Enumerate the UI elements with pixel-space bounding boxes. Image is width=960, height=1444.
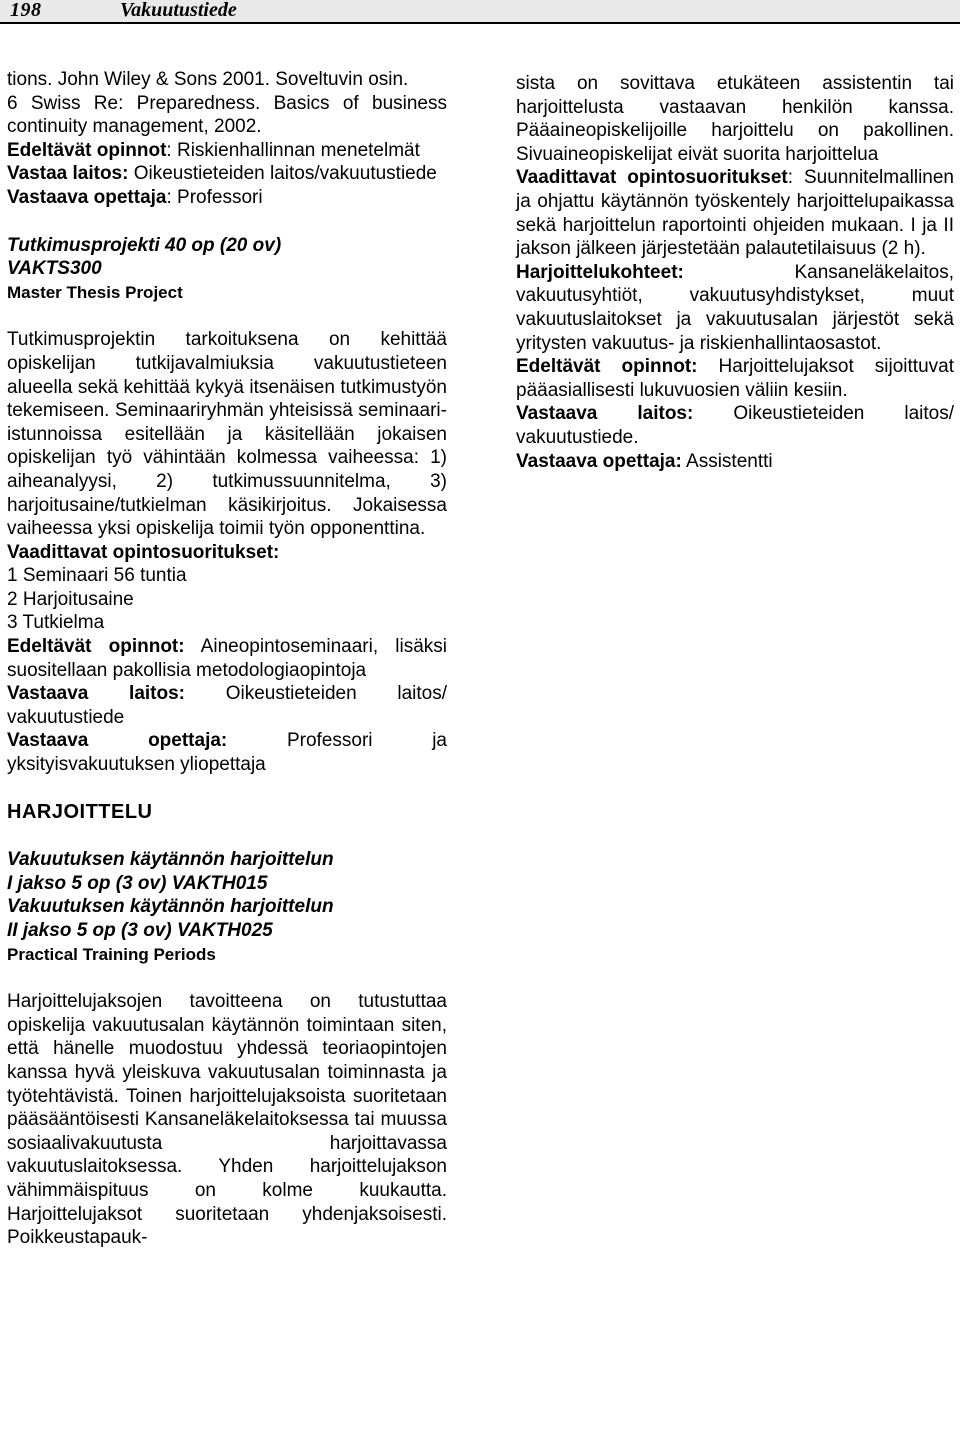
training-continuation: sista on sovittava etukäteen assistentin tai harjoittelusta vastaavan henkilön kanssa. Pääaineopiskelijoille harjoittelu on pakollinen. Sivuaineopiskelijat eivät suorita harjoittelua (516, 73, 954, 165)
training-description: Harjoittelujaksojen tavoitteena on tutustuttaa opiskelija vakuutusalan käytännön toimintaan siten, että hänelle muodostuu yhdessä teoriaopintojen kanssa hyvä yleiskuva vakuutusalan toiminnasta ja työtehtävistä. Toinen harjoittelujaksoista suoritetaan pääsääntöisesti Kansaneläkelaitoksessa tai muussa sosiaalivakuutusta harjoittavassa vakuutuslaitoksessa. Yhden harjoittelujakson vähimmäispituus on kolme kuukautta. Harjoittelujaksot suoritetaan yhdenjaksoisesti. Poikkeustapauk- (7, 991, 447, 1249)
training-title-1: Vakuutuksen käytännön harjoittelun (7, 849, 334, 871)
left-column (7, 68, 447, 1250)
field-value: Oikeustieteiden laitos/ vakuutustiede. (516, 403, 954, 448)
section-heading: HARJOITTELU (7, 800, 153, 823)
thesis-description: Tutkimusprojektin tarkoituksena on kehittää opiskelijan tutkijavalmiuksia vakuutustieteen alueella sekä kehittää kykyä itsenäisen tutkimustyön tekemiseen. Seminaariryhmän yhteisissä seminaari-istunnoissa esitellään ja käsitellään jokaisen opiskelijan työ vähintään kolmessa vaiheessa: 1) aiheanalyysi, 2) tutkimussuunnitelma, 3) harjoitusaine/tutkielman käsikirjoitus. Jokaisessa vaiheessa yksi opiskelija toimii työn opponenttina. (7, 329, 447, 540)
field-label: Vaadittavat opintosuoritukset (516, 167, 788, 189)
thesis-teacher (7, 729, 447, 776)
field-label: Edeltävät opinnot (7, 139, 167, 161)
field-label: Edeltävät opinnot: (7, 636, 185, 658)
page-number: 198 (10, 0, 42, 21)
prev-course-prereq: Edeltävät opinnot: Riskienhallinnan menetelmät (7, 139, 420, 161)
header-rule (0, 22, 960, 24)
training-english-title: Practical Training Periods (7, 944, 216, 964)
field-value: Professori (171, 186, 263, 208)
training-targets (516, 261, 954, 355)
thesis-code: VAKTS300 (7, 258, 102, 280)
training-requirements: Vaadittavat opintosuoritukset: Suunnitelmallinen ja ohjattu käytännön työskentely harjoittelupaikassa sekä harjoittelun raportointi ohjeiden mukaan. I ja II jakson jälkeen järjestetään palautetilaisuus (2 h). (516, 167, 954, 260)
thesis-english-title: Master Thesis Project (7, 282, 183, 302)
thesis-title: Tutkimusprojekti 40 op (20 ov) (7, 234, 282, 256)
training-prereq (516, 355, 954, 402)
field-value: Professori ja yksityisvakuutuksen yliopettaja (7, 730, 447, 776)
thesis-requirement-1: 1 Seminaari 56 tuntia (7, 565, 187, 587)
right-column (516, 72, 954, 473)
training-department (516, 402, 954, 449)
field-value: Kansaneläkelaitos, vakuutusyhtiöt, vakuutusyhdistykset, muut vakuutuslaitokset ja vakuutusalan järjestöt sekä yritysten vakuutus- ja riskienhallintaosastot. (516, 261, 954, 354)
field-value: Oikeustieteiden laitos/vakuutustiede (128, 163, 437, 185)
field-label: Vastaava opettaja (7, 186, 167, 208)
training-teacher (516, 450, 954, 474)
running-title: Vakuutustiede (120, 0, 237, 21)
prev-course-department (7, 162, 447, 186)
field-value: Oikeustieteiden laitos/ vakuutustiede (7, 683, 447, 728)
prev-course-teacher: Vastaava opettaja: Professori (7, 186, 263, 208)
field-label: Edeltävät opinnot: (516, 356, 698, 378)
field-value: Riskienhallinnan menetelmät (171, 139, 420, 161)
thesis-requirements-label: Vaadittavat opintosuoritukset: (7, 541, 280, 563)
reference-6: 6 Swiss Re: Preparedness. Basics of business continuity management, 2002. (7, 92, 447, 138)
reference-tail: tions. John Wiley & Sons 2001. Soveltuvin osin. (7, 69, 409, 90)
field-label: Harjoittelukohteet: (516, 261, 684, 283)
thesis-requirement-3: 3 Tutkielma (7, 612, 105, 634)
thesis-requirement-2: 2 Harjoitusaine (7, 588, 134, 610)
field-value: Assistentti (681, 450, 773, 472)
field-label: Vastaava opettaja: (7, 730, 228, 752)
training-code-2: II jakso 5 op (3 ov) VAKTH025 (7, 920, 273, 941)
field-label: Vastaava laitos: (7, 683, 185, 705)
field-value: Harjoittelujaksot sijoittuvat pääasiallisesti lukuvuosien väliin kesiin. (516, 356, 954, 401)
page-header (0, 0, 960, 22)
thesis-prereq (7, 635, 447, 682)
thesis-department (7, 682, 447, 729)
field-label: Vastaa laitos: (7, 163, 129, 185)
training-title-2: Vakuutuksen käytännön harjoittelun (7, 896, 334, 918)
field-label: Vastaava laitos: (516, 403, 694, 425)
field-label: Vastaava opettaja: (516, 450, 682, 472)
field-value: Aineopintoseminaari, lisäksi suositellaan pakollisia metodologiaopintoja (7, 636, 447, 681)
training-code-1: I jakso 5 op (3 ov) VAKTH015 (7, 872, 268, 894)
field-value: Suunnitelmallinen ja ohjattu käytännön työskentely harjoittelupaikassa sekä harjoittelun raportointi ohjeiden mukaan. I ja II jakson jälkeen järjestetään palautetilaisuus (2 h). (516, 167, 954, 260)
